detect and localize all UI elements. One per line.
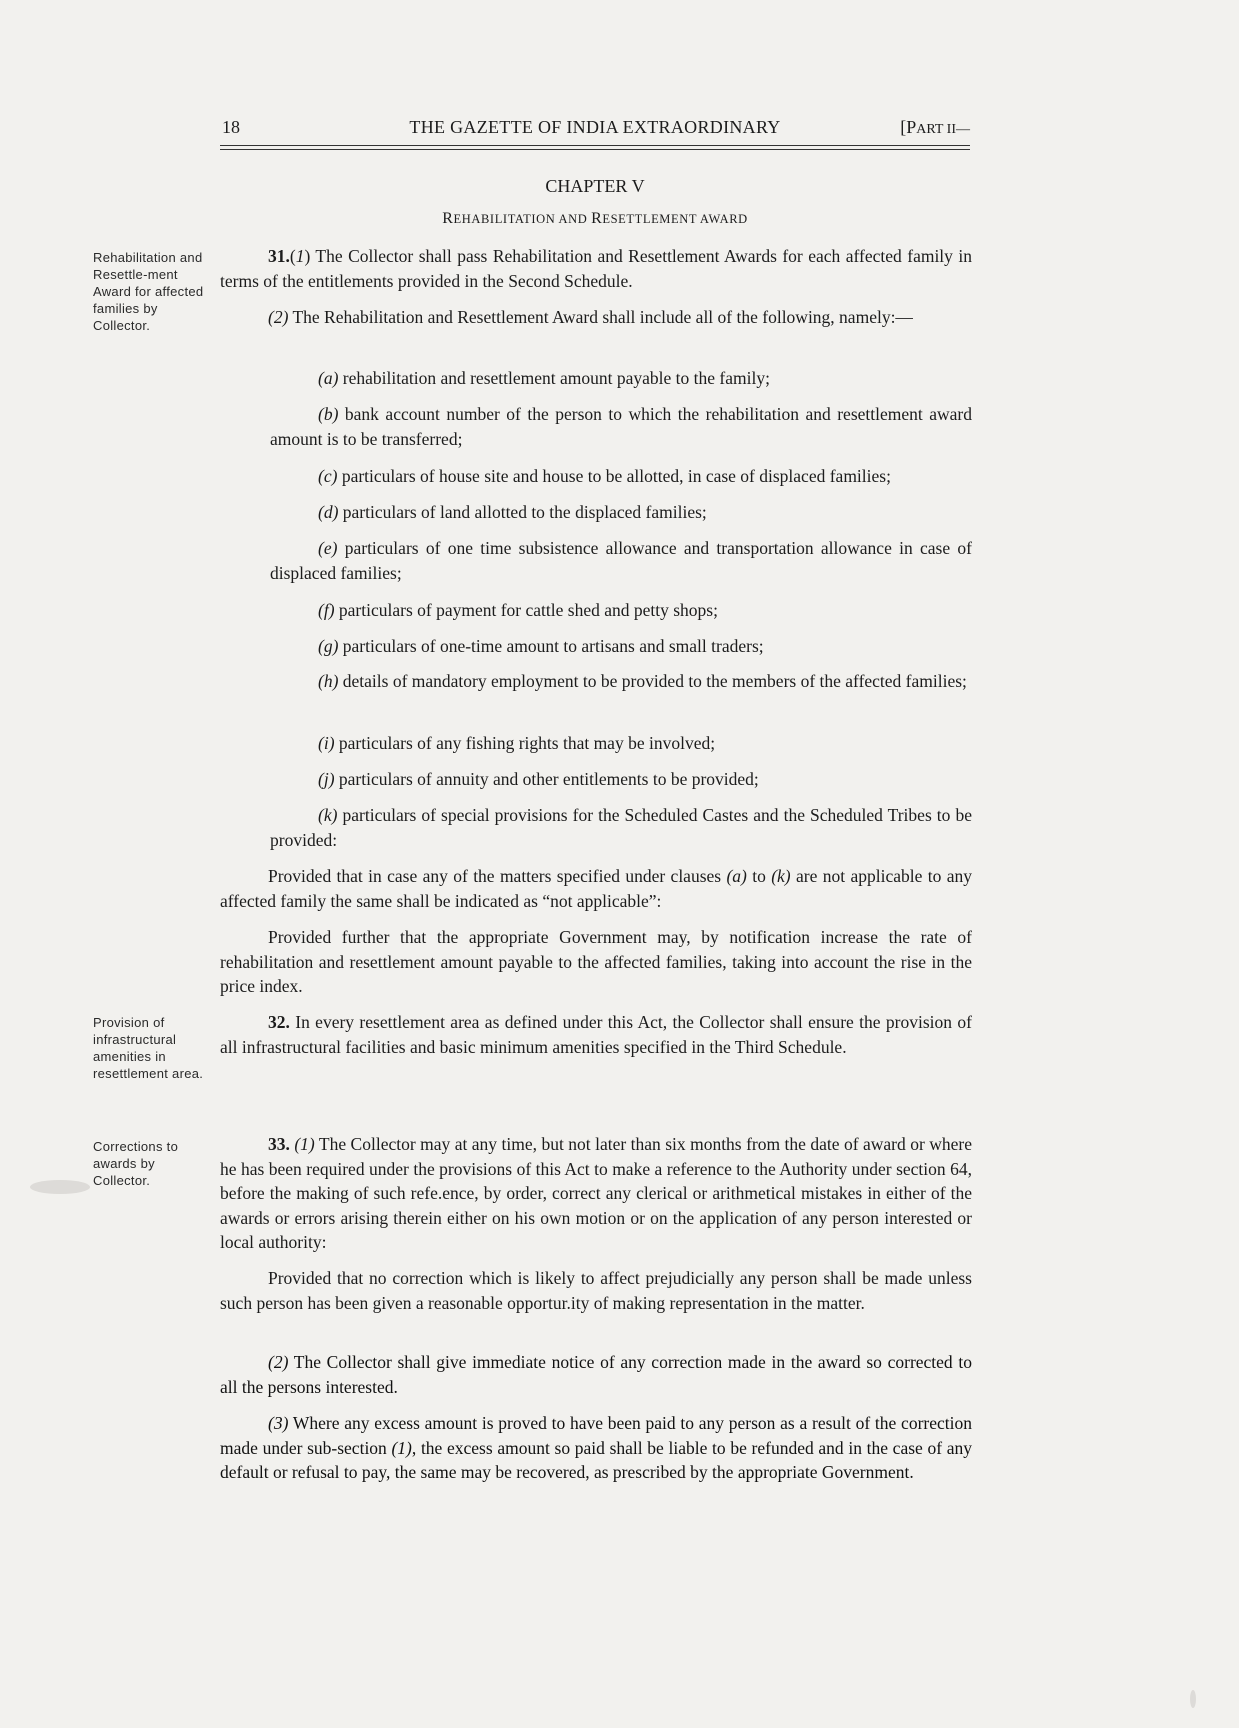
clause-text: particulars of any fishing rights that may be involved; [334, 733, 716, 753]
margin-note-section-31: Rehabilitation and Resettle-ment Award for affected families by Collector. [93, 250, 204, 333]
section-32 [220, 1010, 972, 1059]
section-33-sub-2 [220, 1350, 972, 1399]
clause-label: (d) [318, 502, 339, 522]
proviso-text: to [746, 866, 772, 886]
scan-mark [1190, 1690, 1196, 1708]
proviso-text: are not applicable to any affected family the same shall be indicated as “not applicable”: [220, 866, 972, 911]
section-31-sub-1 [220, 244, 972, 293]
subtitle-cap-1: R [442, 210, 454, 227]
header-rule-top [220, 145, 970, 146]
sub-open: ( [289, 246, 296, 266]
clause-label: (k) [318, 805, 338, 825]
clause-label: (g) [318, 636, 339, 656]
subtitle-text-2: ESETTLEMENT AWARD [602, 212, 748, 226]
clause-label: (f) [318, 600, 335, 620]
section-33-sub-3 [220, 1411, 972, 1485]
clause-label: (i) [318, 733, 335, 753]
page-header [220, 114, 970, 140]
clause-text: bank account number of the person to which the rehabilitation and resettlement award amount is to be transferred; [270, 404, 972, 449]
clause-label: (e) [318, 538, 338, 558]
clause-label: (h) [318, 671, 339, 691]
gazette-title: THE GAZETTE OF INDIA EXTRAORDINARY [409, 117, 781, 137]
clause-d [270, 500, 972, 525]
clause-text: particulars of one time subsistence allowance and transportation allowance in case of displaced families; [270, 538, 972, 583]
clause-text: particulars of payment for cattle shed and petty shops; [334, 600, 718, 620]
clause-c [270, 464, 972, 489]
section-31-sub-2 [220, 305, 972, 330]
sub-close: ) [304, 246, 311, 266]
clause-text: particulars of annuity and other entitlements to be provided; [334, 769, 759, 789]
sub-number: 1 [295, 246, 305, 266]
part-label [900, 114, 970, 143]
chapter-heading: CHAPTER V [545, 176, 645, 196]
clause-label: (a) [318, 368, 339, 388]
clause-j [270, 767, 972, 792]
clause-ref: (k) [771, 866, 791, 886]
clause-e [270, 536, 972, 585]
section-33-sub-2-text: The Collector shall give immediate notice of any correction made in the award so corrected to all the persons interested. [220, 1352, 972, 1397]
section-31-sub-1-text: The Collector shall pass Rehabilitation and Resettlement Awards for each affected family in terms of the entitlements provided in the Second Schedule. [220, 246, 972, 291]
part-bracket: [ [900, 117, 907, 137]
section-32-number: 32. [268, 1012, 290, 1032]
section-33-sub-1-text: The Collector may at any time, but not later than six months from the date of award or where he has been required under the provisions of this Act to make a reference to the Authority under section 64, before the making of such refe.ence, by order, correct any clerical or arithmetical mistakes in either of the awards or errors arising therein either on his own motion or on the application of any person interested or local authority: [220, 1134, 973, 1252]
header-rule-bottom [220, 149, 970, 150]
clause-label: (c) [318, 466, 338, 486]
section-31-proviso-1 [220, 864, 972, 913]
clause-h [270, 669, 972, 694]
margin-note-section-33: Corrections to awards by Collector. [93, 1139, 179, 1188]
chapter-subtitle [220, 210, 970, 228]
sub-label: (1) [294, 1134, 315, 1154]
clause-text: particulars of special provisions for the Scheduled Castes and the Scheduled Tribes to be provided: [270, 805, 972, 850]
clause-label: (b) [318, 404, 339, 424]
section-33-proviso: Provided that no correction which is likely to affect prejudicially any person shall be made unless such person has been given a reasonable opportur.ity of making representation in the matter. [220, 1268, 972, 1313]
subtitle-cap-2: R [591, 210, 603, 227]
section-31-sub-2-text: The Rehabilitation and Resettlement Award shall include all of the following, namely:— [288, 307, 913, 327]
page-number: 18 [222, 117, 240, 137]
clause-f [270, 598, 972, 623]
section-33-number: 33. [268, 1134, 290, 1154]
sub-label: (2) [268, 1352, 289, 1372]
part-rest: ART II— [916, 122, 970, 137]
clause-text: particulars of one-time amount to artisans and small traders; [338, 636, 764, 656]
section-33-sub-3-text: Where any excess amount is proved to have been paid to any person as a result of the correction made under sub-section [220, 1413, 972, 1458]
margin-note-section-32: Provision of infrastructural amenities in resettlement area. [93, 1015, 204, 1081]
section-31-number: 31. [268, 246, 290, 266]
sub-ref: (1) [391, 1437, 412, 1458]
clause-ref: (a) [726, 866, 747, 886]
clause-text: details of mandatory employment to be provided to the members of the affected families; [338, 671, 967, 691]
clause-b [270, 402, 972, 451]
clause-i [270, 731, 972, 756]
scan-mark [30, 1180, 90, 1194]
section-33-sub-3-text: , the excess amount so paid shall be liable to be refunded and in the case of any default or refusal to pay, the same may be recovered, as prescribed by the appropriate Government. [220, 1437, 972, 1482]
clause-text: rehabilitation and resettlement amount payable to the family; [338, 368, 770, 388]
sub-label: (3) [268, 1413, 289, 1433]
proviso-text: Provided that in case any of the matters specified under clauses [268, 866, 727, 886]
sub-label: (2) [268, 307, 289, 327]
part-initial: P [906, 117, 917, 137]
clause-text: particulars of land allotted to the displaced families; [338, 502, 707, 522]
section-33-sub-1 [220, 1132, 972, 1255]
clause-label: (j) [318, 769, 335, 789]
clause-g [270, 634, 972, 659]
section-31-proviso-2: Provided further that the appropriate Government may, by notification increase the rate of rehabilitation and resettlement amount payable to the affected families, taking into account the rise in the price index. [220, 927, 972, 996]
clause-text: particulars of house site and house to be allotted, in case of displaced families; [337, 466, 891, 486]
clause-a [270, 366, 972, 391]
subtitle-text-1: EHABILITATION AND [453, 212, 592, 226]
section-32-text: In every resettlement area as defined under this Act, the Collector shall ensure the provision of all infrastructural facilities and basic minimum amenities specified in the Third Schedule. [220, 1012, 972, 1057]
clause-k [270, 803, 972, 852]
